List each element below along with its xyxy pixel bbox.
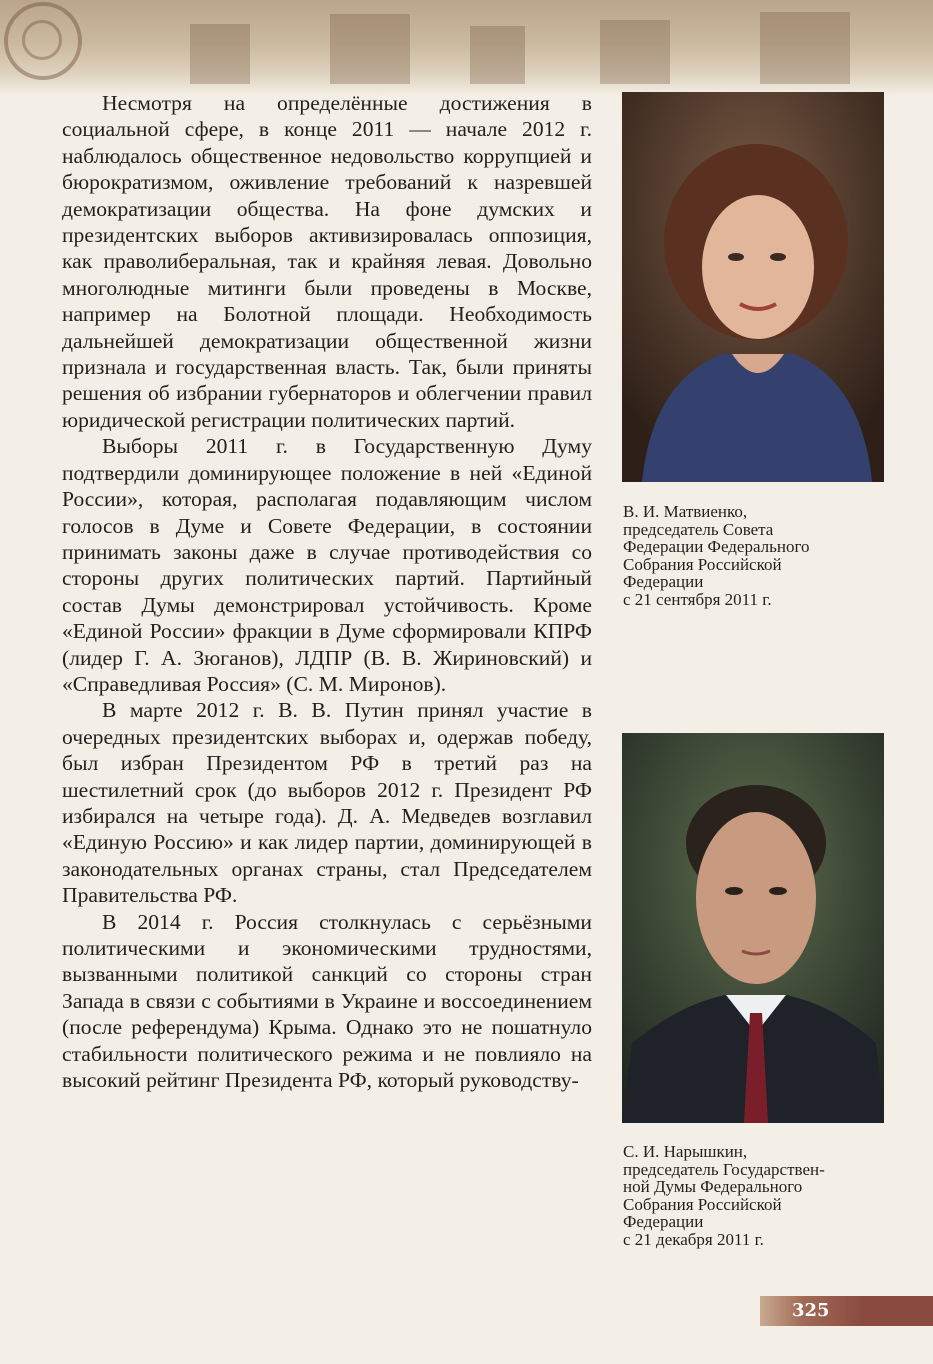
building-silhouette: [760, 12, 850, 84]
caption-line: Федерации Федерального: [623, 537, 810, 557]
caption-line: Собрания Российской: [623, 554, 782, 574]
caption-line: председатель Совета: [623, 519, 774, 539]
caption-line: с 21 сентября 2011 г.: [623, 589, 772, 609]
caption-line: В. И. Матвиенко,: [623, 502, 748, 521]
caption-line: ной Думы Федерального: [623, 1177, 803, 1197]
caption-line: с 21 декабря 2011 г.: [623, 1229, 764, 1249]
caption-naryshkin: [623, 1143, 893, 1249]
page-number: 325: [792, 1300, 830, 1321]
portrait-matvienko: [622, 92, 884, 482]
caption-line: Федерации: [623, 572, 704, 592]
caption-line: С. И. Нарышкин,: [623, 1142, 748, 1161]
paragraph-1: Несмотря на определённые достижения в социальной сфере, в конце 2011 — начале 2012 г. наблюдалось общественное недовольство коррупцией и бюрократизмом, оживление требований к назревшей демократизации общества. На фоне думских и президентских выборов активизировалась оппозиция, как праволиберальная, так и крайняя левая. Довольно многолюдные митинги были проведены в Москве, например на Болотной площади. Необходимость дальнейшей демократизации общественной жизни признала и государственная власть. Так, были приняты решения об избрании губернаторов и облегчении правил юридической регистрации политических партий.: [62, 91, 592, 432]
paragraph-4: В 2014 г. Россия столкнулась с серьёзными политическими и экономическими трудностями, вызванными политикой санкций со стороны стран Запада в связи с событиями в Украине и воссоединением (после референдума) Крыма. Однако это не пошатнуло стабильности политического режима и не повлияло на высокий рейтинг Президента РФ, который руководству-: [62, 909, 592, 1093]
portrait-naryshkin: [622, 733, 884, 1123]
building-silhouette: [600, 20, 670, 84]
caption-line: председатель Государствен-: [623, 1159, 825, 1179]
caption-matvienko: [623, 503, 893, 609]
paragraph-3: В марте 2012 г. В. В. Путин принял участие в очередных президентских выборах и, одержав победу, был избран Президентом РФ в третий раз на шестилетний срок (до выборов 2012 г. Президент РФ избирался на четыре года). Д. А. Медведев возглавил «Единую Россию» и как лидер партии, доминирующей в законодательных органах страны, стал Председателем Правительства РФ.: [62, 698, 592, 908]
building-silhouette: [470, 26, 525, 84]
caption-line: Собрания Российской: [623, 1194, 782, 1214]
portrait-naryshkin-image: [622, 733, 884, 1123]
page-number-bar: [760, 1296, 933, 1326]
building-silhouette: [190, 24, 250, 84]
main-text-column: [62, 90, 592, 1093]
caption-line: Федерации: [623, 1212, 704, 1232]
portrait-matvienko-image: [622, 92, 884, 482]
building-silhouette: [330, 14, 410, 84]
paragraph-2: Выборы 2011 г. в Государственную Думу подтвердили доминирующее положение в ней «Единой России», которая, располагая подавляющим числом голосов в Думе и Совете Федерации, в состоянии принимать законы даже в случае противодействия со стороны других политических партий. Партийный состав Думы демонстрировал устойчивость. Кроме «Единой России» фракции в Думе сформировали КПРФ (лидер Г. А. Зюганов), ЛДПР (В. В. Жириновский) и «Справедливая Россия» (С. М. Миронов).: [62, 434, 592, 696]
header-decorative-band: [0, 0, 933, 96]
ornament-medallion-icon: [4, 2, 82, 80]
